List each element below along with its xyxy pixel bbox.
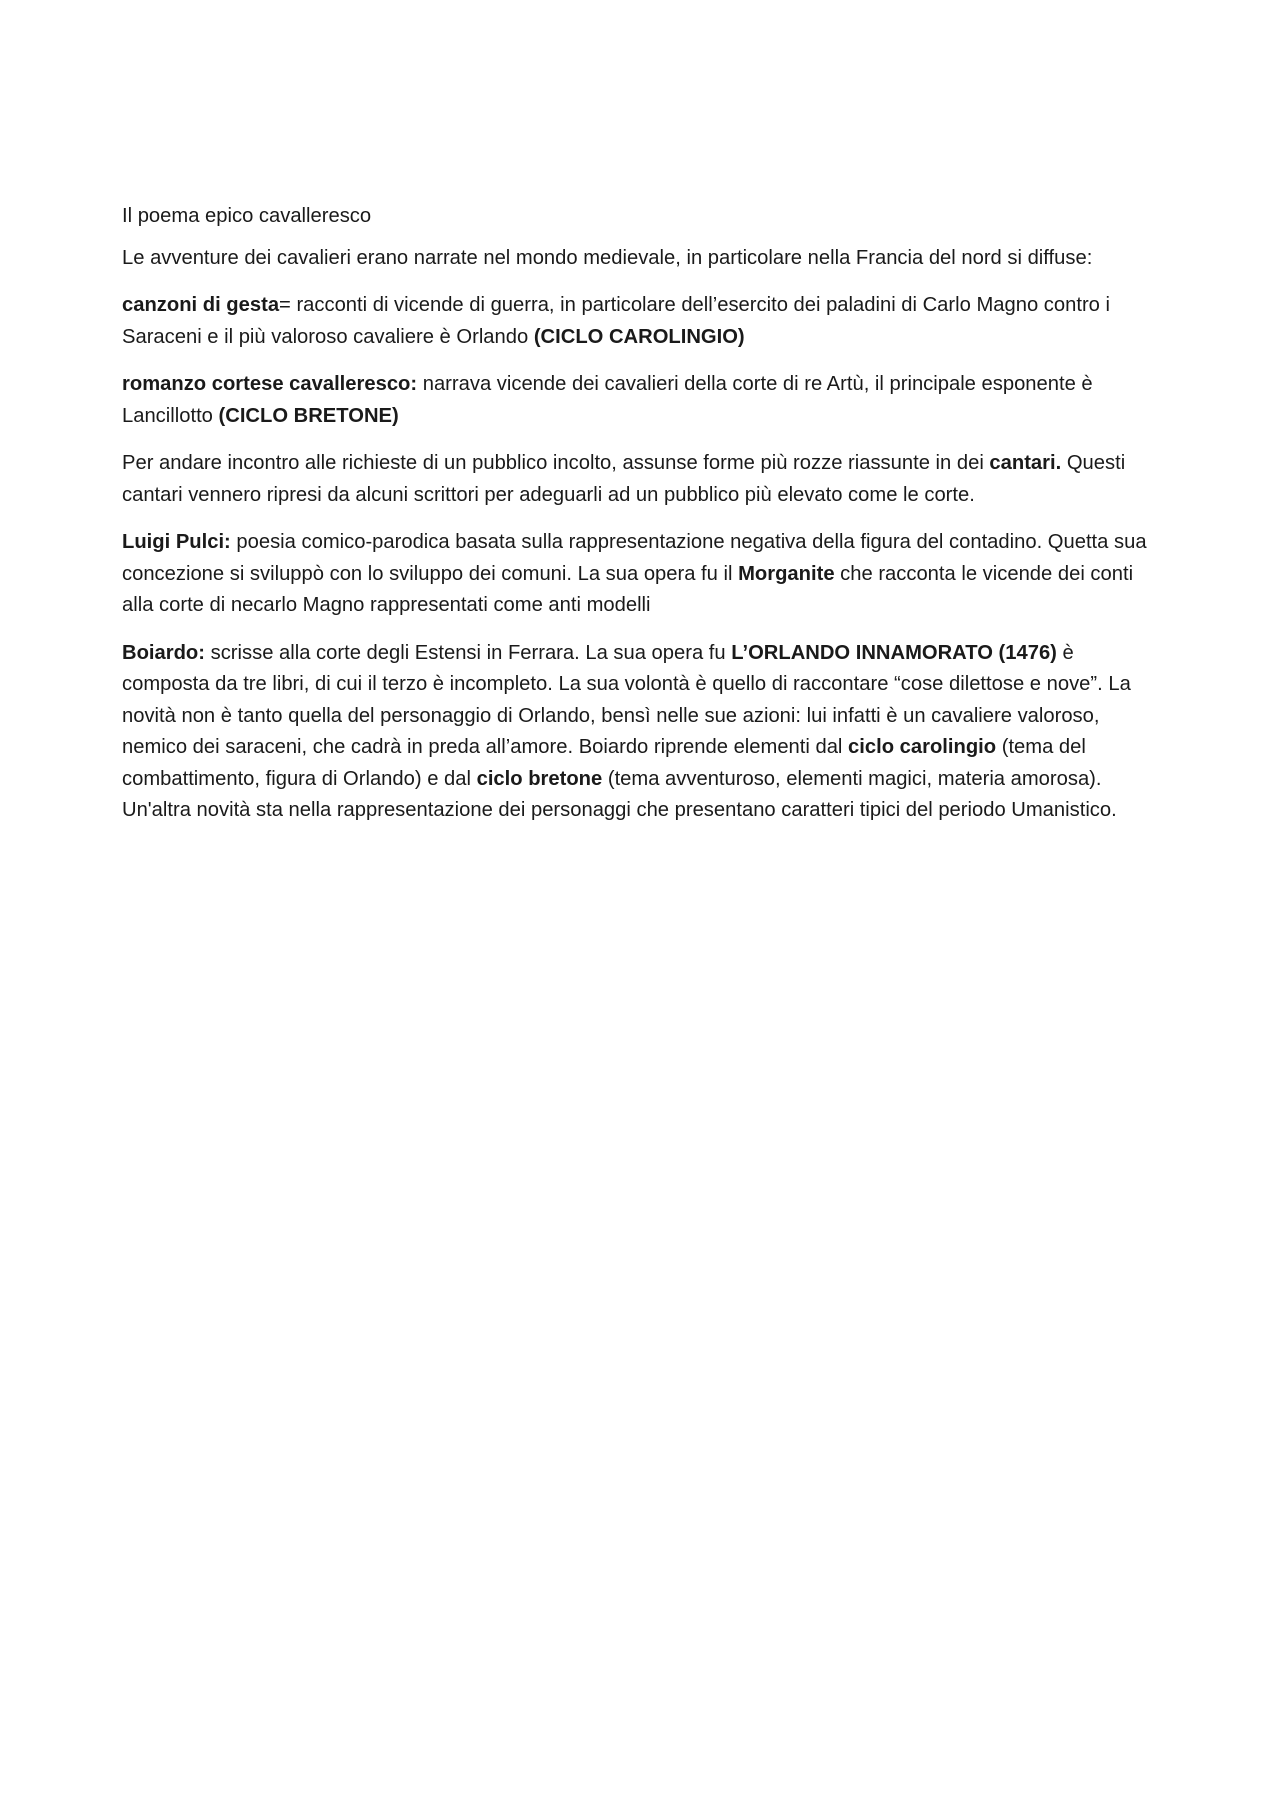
cantari-paragraph [122, 448, 1162, 511]
boiardo-paragraph [122, 638, 1162, 827]
boiardo-text-3: (tema del combattimento, figura di Orlando) e dal [122, 736, 1086, 790]
document-body [122, 201, 1162, 843]
boiardo-text-1: scrisse alla corte degli Estensi in Ferrara. La sua opera fu [205, 641, 732, 664]
boiardo-work: L’ORLANDO INNAMORATO (1476) [731, 641, 1057, 664]
cantari-term: cantari. [989, 452, 1062, 474]
boiardo-ciclo-carolingio: ciclo carolingio [848, 736, 997, 758]
canzoni-text: = racconti di vicende di guerra, in particolare dell’esercito dei paladini di Carlo Magno contro i Saraceni e il più valoroso cavaliere è Orlando [122, 294, 1110, 348]
intro-paragraph: Le avventure dei cavalieri erano narrate nel mondo medievale, in particolare nella Francia del nord si diffuse: [122, 246, 1093, 269]
cantari-text-1: Per andare incontro alle richieste di un pubblico incolto, assunse forme più rozze riassunte in dei [122, 452, 990, 474]
pulci-text-2: che racconta le vicende dei conti alla corte di necarlo Magno rappresentati come anti modelli [122, 562, 1134, 616]
pulci-term: Luigi Pulci: [122, 531, 231, 553]
boiardo-text-4: (tema avventuroso, elementi magici, materia amorosa). Un'altra novità sta nella rappresentazione dei personaggi che presentano caratteri tipici del periodo Umanistico. [122, 767, 1117, 821]
romanzo-term: romanzo cortese cavalleresco: [122, 373, 418, 395]
boiardo-term: Boiardo: [122, 641, 205, 664]
pulci-text-1: poesia comico-parodica basata sulla rappresentazione negativa della figura del contadino. Quetta sua concezione si sviluppò con lo sviluppo dei comuni. La sua opera fu il [122, 531, 1147, 585]
canzoni-paragraph [122, 290, 1162, 353]
canzoni-term: canzoni di gesta [122, 294, 280, 316]
boiardo-text-2: è composta da tre libri, di cui il terzo è incompleto. La sua volontà è quello di raccontare “cose dilettose e nove”. La novità non è tanto quella del personaggio di Orlando, bensì nelle sue azioni: lui infatti è un cavaliere valoroso, nemico dei saraceni, che cadrà in preda all’amore. Boiardo riprende elementi dal [122, 641, 1131, 758]
boiardo-ciclo-bretone: ciclo bretone [476, 767, 603, 790]
pulci-work: Morganite [738, 562, 835, 585]
cantari-text-2: Questi cantari vennero ripresi da alcuni scrittori per adeguarli ad un pubblico più elevato come le corte. [122, 452, 1126, 506]
romanzo-cycle: (CICLO BRETONE) [218, 404, 399, 427]
pulci-paragraph [122, 527, 1162, 622]
canzoni-cycle: (CICLO CAROLINGIO) [533, 325, 745, 348]
document-title: Il poema epico cavalleresco [122, 205, 372, 227]
romanzo-text: narrava vicende dei cavalieri della corte di re Artù, il principale esponente è Lancillotto [122, 373, 1093, 427]
romanzo-paragraph [122, 369, 1162, 432]
